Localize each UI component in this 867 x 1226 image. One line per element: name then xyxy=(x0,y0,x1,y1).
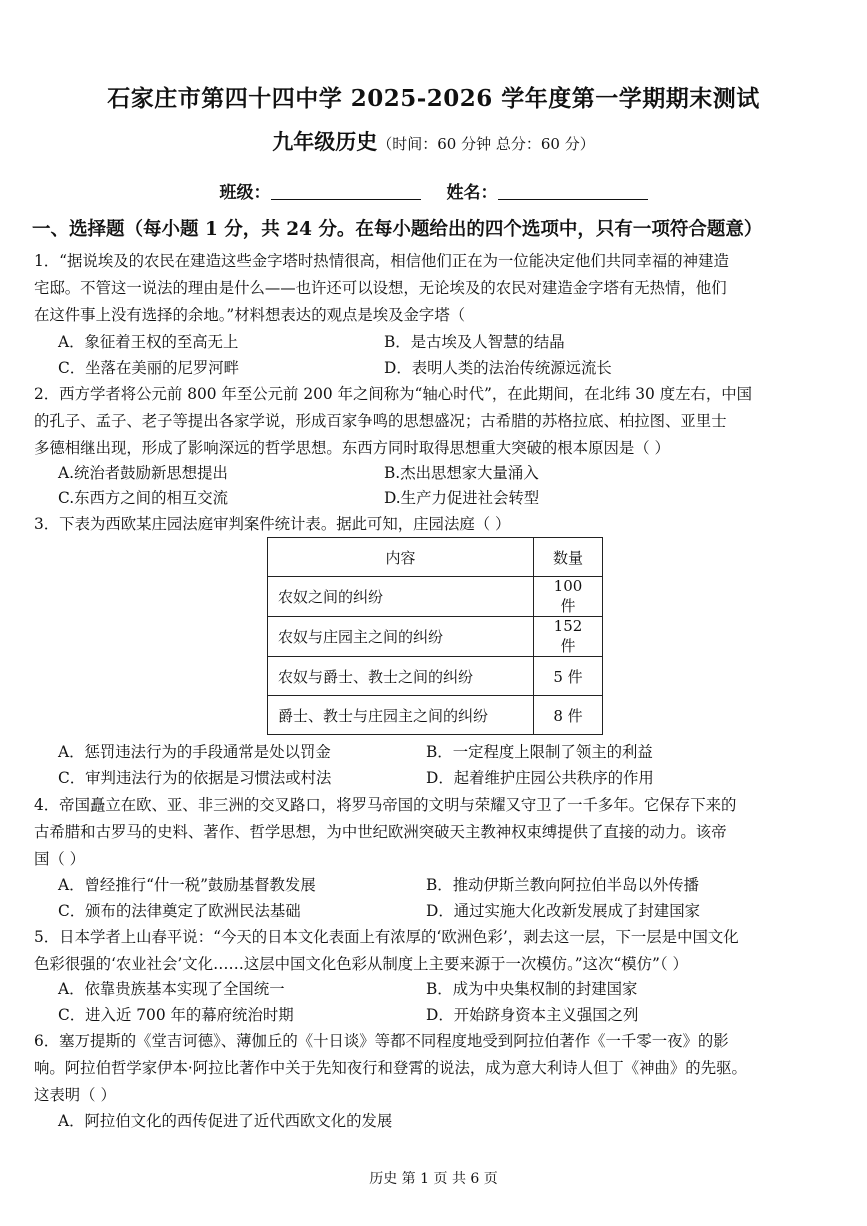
question-line: 国（ ） xyxy=(34,850,86,868)
table-row xyxy=(268,617,603,657)
question-line: 在这件事上没有选择的余地。”材料想表达的观点是埃及金字塔（ xyxy=(34,306,466,324)
question-line: 4．帝国矗立在欧、亚、非三洲的交叉路口，将罗马帝国的文明与荣耀又守卫了一千多年。它保存下来的 xyxy=(34,796,737,814)
option-c: C.东西方之间的相互交流 xyxy=(58,489,229,507)
option-a: A．惩罚违法行为的手段通常是处以罚金 xyxy=(58,743,331,761)
exam-meta: （时间：60 分钟 总分：60 分） xyxy=(377,135,595,153)
option-c: C．进入近 700 年的幕府统治时期 xyxy=(58,1006,294,1024)
table-row xyxy=(268,696,603,735)
table-row xyxy=(268,577,603,617)
question-line: 宅邸。不管这一说法的理由是什么——也许还可以设想，无论埃及的农民对建造金字塔有无热情，他们 xyxy=(34,279,727,297)
table-header-cell: 数量 xyxy=(534,538,603,577)
question-line: 3．下表为西欧某庄园法庭审判案件统计表。据此可知，庄园法庭（ ） xyxy=(34,515,511,533)
option-a: A.统治者鼓励新思想提出 xyxy=(58,464,228,482)
question-3-stem xyxy=(34,511,834,538)
question-4-stem xyxy=(34,792,834,873)
option-c: C．坐落在美丽的尼罗河畔 xyxy=(58,359,240,377)
option-b: B.杰出思想家大量涌入 xyxy=(384,464,539,482)
court-case-table xyxy=(267,537,603,735)
table-cell: 农奴之间的纠纷 xyxy=(268,577,534,617)
question-1-stem xyxy=(34,248,834,329)
section-title: 一、选择题（每小题 1 分，共 24 分。在每小题给出的四个选项中，只有一项符合题意） xyxy=(32,219,763,240)
name-blank[interactable] xyxy=(498,183,648,200)
table-cell: 爵士、教士与庄园主之间的纠纷 xyxy=(268,696,534,735)
option-d: D．开始跻身资本主义强国之列 xyxy=(426,1006,639,1024)
name-label: 姓名： xyxy=(446,183,498,203)
question-line: 古希腊和古罗马的史料、著作、哲学思想，为中世纪欧洲突破天主教神权束缚提供了直接的动力。该帝 xyxy=(34,823,727,841)
table-cell: 8 件 xyxy=(534,696,603,735)
page-footer: 历史 第 1 页 共 6 页 xyxy=(369,1171,498,1187)
question-6-stem xyxy=(34,1028,834,1109)
option-d: D．表明人类的法治传统源远流长 xyxy=(384,359,612,377)
table-cell: 农奴与爵士、教士之间的纠纷 xyxy=(268,657,534,696)
option-a: A．曾经推行“什一税”鼓励基督教发展 xyxy=(58,876,316,894)
option-c: C．颁布的法律奠定了欧洲民法基础 xyxy=(58,902,301,920)
option-b: B．推动伊斯兰教向阿拉伯半岛以外传播 xyxy=(426,876,699,894)
option-d: D.生产力促进社会转型 xyxy=(384,489,540,507)
class-blank[interactable] xyxy=(271,183,421,200)
option-a: A．象征着王权的至高无上 xyxy=(58,333,239,351)
subject-label: 九年级历史 xyxy=(272,129,378,154)
table-cell: 152 件 xyxy=(534,617,603,657)
option-d: D．起着维护庄园公共秩序的作用 xyxy=(426,769,654,787)
option-b: B．成为中央集权制的封建国家 xyxy=(426,980,638,998)
option-d: D．通过实施大化改新发展成了封建国家 xyxy=(426,902,700,920)
table-cell: 5 件 xyxy=(534,657,603,696)
option-a: A．阿拉伯文化的西传促进了近代西欧文化的发展 xyxy=(58,1112,393,1130)
option-b: B．是古埃及人智慧的结晶 xyxy=(384,333,565,351)
question-line: 6．塞万提斯的《堂吉诃德》、薄伽丘的《十日谈》等都不同程度地受到阿拉伯著作《一千零一夜》的影 xyxy=(34,1032,729,1050)
question-line: 5．日本学者上山春平说：“今天的日本文化表面上有浓厚的‘欧洲色彩’，剥去这一层，下一层是中国文化 xyxy=(34,928,739,946)
option-b: B．一定程度上限制了领主的利益 xyxy=(426,743,653,761)
question-5-stem xyxy=(34,924,834,978)
option-c: C．审判违法行为的依据是习惯法或村法 xyxy=(58,769,332,787)
question-line: 色彩很强的‘农业社会’文化……这层中国文化色彩从制度上主要来源于一次模仿。”这次“模仿”（ ） xyxy=(34,955,688,973)
question-line: 1．“据说埃及的农民在建造这些金字塔时热情很高，相信他们正在为一位能决定他们共同幸福的神建造 xyxy=(34,252,729,270)
question-line: 2．西方学者将公元前 800 年至公元前 200 年之间称为“轴心时代”，在此期间，在北纬 30 度左右，中国 xyxy=(34,385,753,403)
question-line: 响。阿拉伯哲学家伊本·阿拉比著作中关于先知夜行和登霄的说法，成为意大利诗人但丁《神曲》的先驱。 xyxy=(34,1059,747,1077)
table-cell: 100 件 xyxy=(534,577,603,617)
exam-title: 石家庄市第四十四中学 2025-2026 学年度第一学期期末测试 xyxy=(107,85,760,112)
question-line: 的孔子、孟子、老子等提出各家学说，形成百家争鸣的思想盛况；古希腊的苏格拉底、柏拉图、亚里士 xyxy=(34,412,727,430)
table-row xyxy=(268,657,603,696)
option-a: A．依靠贵族基本实现了全国统一 xyxy=(58,980,285,998)
question-2-stem xyxy=(34,381,834,462)
exam-subtitle xyxy=(0,126,867,156)
table-header-cell: 内容 xyxy=(268,538,534,577)
student-info xyxy=(0,178,867,203)
question-line: 这表明（ ） xyxy=(34,1086,116,1104)
class-label: 班级： xyxy=(219,183,271,203)
question-line: 多德相继出现，形成了影响深远的哲学思想。东西方同时取得思想重大突破的根本原因是（ ） xyxy=(34,439,670,457)
table-header-row xyxy=(268,538,603,577)
table-cell: 农奴与庄园主之间的纠纷 xyxy=(268,617,534,657)
